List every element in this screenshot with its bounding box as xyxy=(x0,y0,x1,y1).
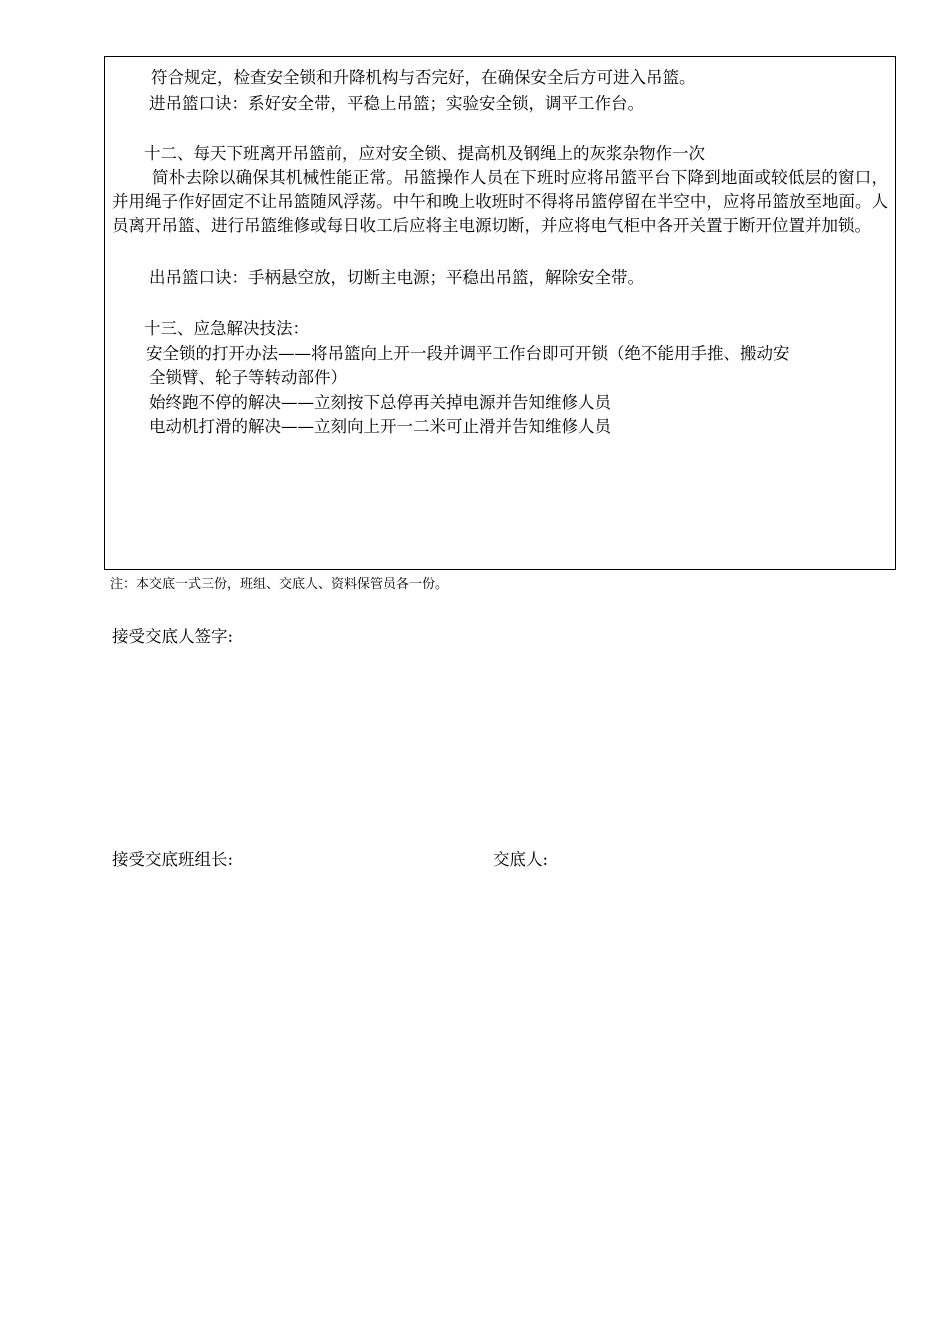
team-leader-signature-label: 接受交底班组长: xyxy=(112,850,234,869)
section-12-body: 简朴去除以确保其机械性能正常。吊篮操作人员在下班时应将吊篮平台下降到地面或较低层的窗口，并用绳子作好固定不让吊篮随风浮荡。中午和晚上收班时不得将吊篮停留在半空中，应将吊篮放至地面。人员离开吊篮、进行吊篮维修或每日收工后应将主电源切断，并应将电气柜中各开关置于断开位置并加锁。 xyxy=(112,168,888,235)
paragraph-exit-mnemonic: 出吊篮口诀：手柄悬空放，切断主电源；平稳出吊篮，解除安全带。 xyxy=(149,268,644,287)
footnote: 注：本交底一式三份，班组、交底人、资料保管员各一份。 xyxy=(110,577,449,592)
emergency-item-3: 电动机打滑的解决——立刻向上开一二米可止滑并告知维修人员 xyxy=(149,417,611,436)
emergency-item-1-cont: 全锁臂、轮子等转动部件） xyxy=(149,368,347,387)
receiver-signature-label: 接受交底人签字: xyxy=(112,627,234,646)
content-box xyxy=(104,56,896,570)
section-12-heading: 十二、每天下班离开吊篮前，应对安全锁、提高机及钢绳上的灰浆杂物作一次 xyxy=(144,144,705,163)
section-13-heading: 十三、应急解决技法： xyxy=(144,319,309,338)
emergency-item-1: 安全锁的打开办法——将吊篮向上开一段并调平工作台即可开锁（绝不能用手推、搬动安 xyxy=(146,344,790,363)
paragraph-entry-mnemonic: 进吊篮口诀：系好安全带，平稳上吊篮；实验安全锁，调平工作台。 xyxy=(149,94,644,113)
presenter-signature-label: 交底人: xyxy=(493,850,549,869)
emergency-item-2: 始终跑不停的解决——立刻按下总停再关掉电源并告知维修人员 xyxy=(149,393,611,412)
paragraph-safety-check: 符合规定，检查安全锁和升降机构与否完好，在确保安全后方可进入吊篮。 xyxy=(151,68,696,87)
